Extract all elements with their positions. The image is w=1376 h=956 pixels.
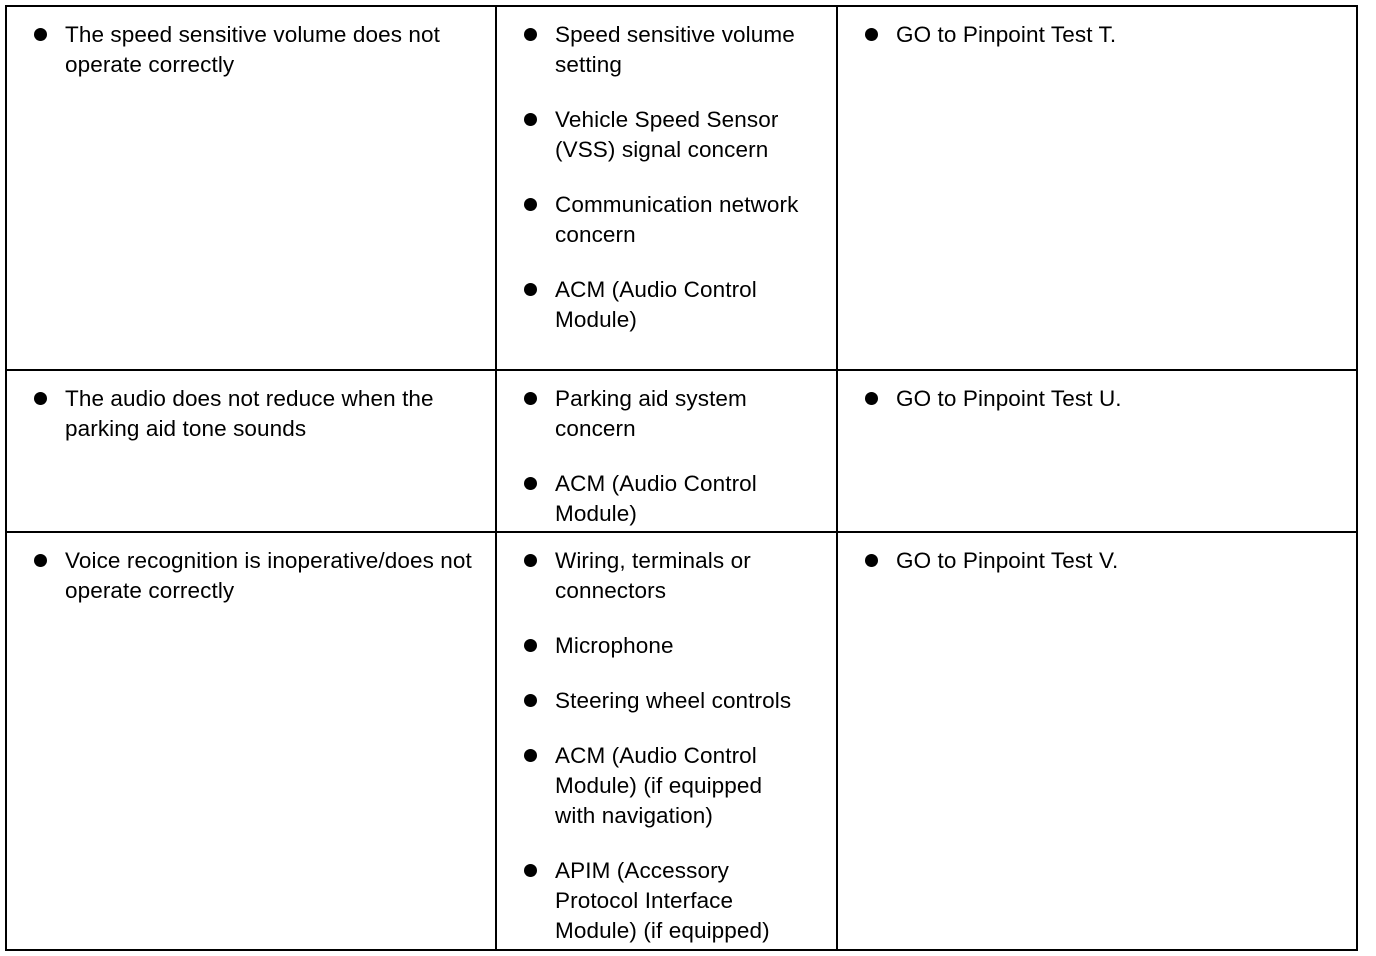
sources-list (497, 546, 826, 946)
list-item (838, 20, 1346, 50)
condition-text: The audio does not reduce when the parking aid tone sounds (65, 386, 434, 441)
condition-text: The speed sensitive volume does not operate correctly (65, 22, 440, 77)
list-item (497, 686, 826, 716)
list-item (497, 384, 826, 444)
bullet-icon (865, 554, 878, 567)
source-text: Microphone (555, 633, 674, 658)
list-item (497, 275, 826, 335)
sources-list (497, 20, 826, 335)
sources-list (497, 384, 826, 529)
action-list (838, 20, 1346, 50)
condition-cell (6, 532, 496, 950)
bullet-icon (524, 749, 537, 762)
action-list (838, 384, 1346, 414)
bullet-icon (865, 28, 878, 41)
bullet-icon (524, 639, 537, 652)
list-item (497, 856, 826, 946)
list-item (497, 546, 826, 606)
source-text: Communication network concern (555, 192, 799, 247)
bullet-icon (524, 113, 537, 126)
bullet-icon (524, 477, 537, 490)
table-row (6, 6, 1357, 370)
condition-list (7, 384, 485, 444)
bullet-icon (34, 392, 47, 405)
list-item (7, 384, 485, 444)
table-row (6, 532, 1357, 950)
bullet-icon (524, 28, 537, 41)
source-text: Steering wheel controls (555, 688, 792, 713)
bullet-icon (524, 198, 537, 211)
source-text: ACM (Audio Control Module) (555, 277, 757, 332)
condition-cell (6, 370, 496, 532)
possible-sources-cell (496, 532, 837, 950)
bullet-icon (524, 694, 537, 707)
list-item (497, 469, 826, 529)
symptom-chart-table (5, 5, 1358, 951)
action-cell (837, 6, 1357, 370)
list-item (7, 20, 485, 80)
possible-sources-cell (496, 370, 837, 532)
list-item (497, 105, 826, 165)
source-text: Speed sensitive volume setting (555, 22, 795, 77)
source-text: APIM (Accessory Protocol Interface Module) (if equipped) (555, 858, 770, 943)
bullet-icon (524, 554, 537, 567)
action-cell (837, 370, 1357, 532)
list-item (497, 20, 826, 80)
source-text: Parking aid system concern (555, 386, 747, 441)
table-row (6, 370, 1357, 532)
source-text: ACM (Audio Control Module) (if equipped with navigation) (555, 743, 763, 828)
possible-sources-cell (496, 6, 837, 370)
action-text: GO to Pinpoint Test T. (896, 22, 1117, 47)
action-text: GO to Pinpoint Test U. (896, 386, 1122, 411)
source-text: Wiring, terminals or connectors (555, 548, 751, 603)
bullet-icon (524, 283, 537, 296)
source-text: Vehicle Speed Sensor (VSS) signal concern (555, 107, 779, 162)
condition-list (7, 20, 485, 80)
action-list (838, 546, 1346, 576)
list-item (497, 631, 826, 661)
bullet-icon (865, 392, 878, 405)
condition-text: Voice recognition is inoperative/does not operate correctly (65, 548, 472, 603)
list-item (838, 384, 1346, 414)
bullet-icon (34, 28, 47, 41)
condition-list (7, 546, 485, 606)
list-item (497, 741, 826, 831)
source-text: ACM (Audio Control Module) (555, 471, 757, 526)
bullet-icon (524, 392, 537, 405)
bullet-icon (524, 864, 537, 877)
list-item (497, 190, 826, 250)
condition-cell (6, 6, 496, 370)
list-item (838, 546, 1346, 576)
action-cell (837, 532, 1357, 950)
list-item (7, 546, 485, 606)
action-text: GO to Pinpoint Test V. (896, 548, 1119, 573)
bullet-icon (34, 554, 47, 567)
